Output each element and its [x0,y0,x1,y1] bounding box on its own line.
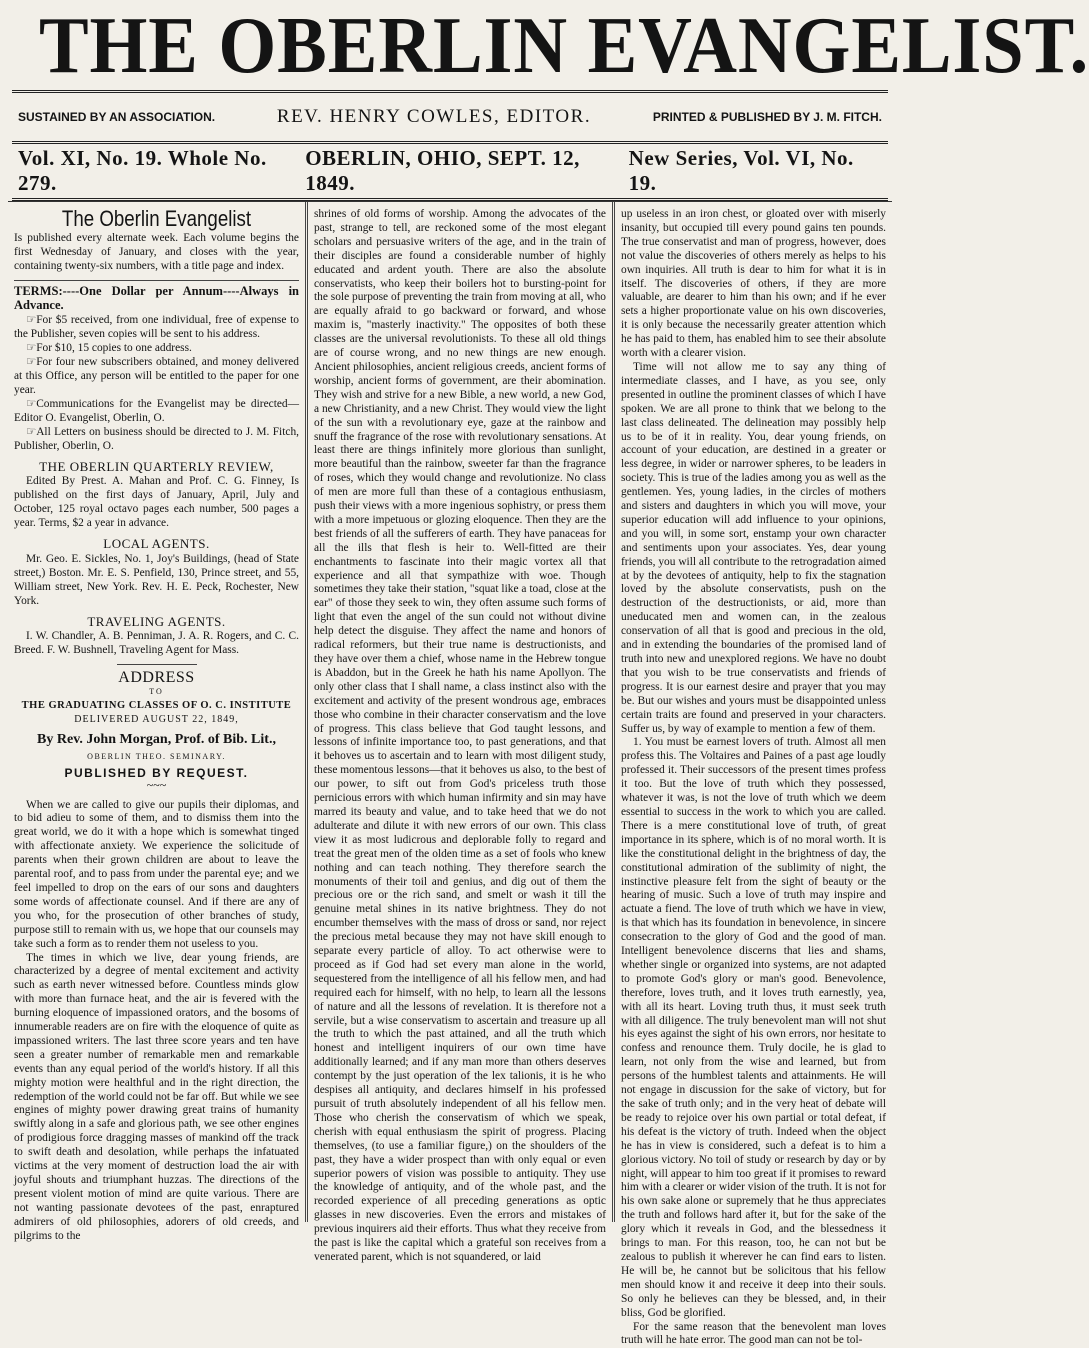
column-2 [308,202,612,1222]
address-author: By Rev. John Morgan, Prof. of Bib. Lit., [14,733,299,747]
article-paragraph: When we are called to give our pupils their diplomas, and to bid adieu to some of them, and to dismiss them into the great world, we do it with a hope which is somewhat tinged with affectionate anxiety. We experience the solicitude of parents when their grown children are about to leave the parental roof, and to pass from under the parental eye; and we feel impelled to drop on the ears of our sons and daughters some words of affectionate counsel. And if there are any of you who, for the prosecution of other branches of study, purpose still to remain with us, we hope that our counsels may take such a form as to render them not useless to you. [14,799,299,952]
section-divider [117,664,197,665]
address-graduating: THE GRADUATING CLASSES OF O. C. INSTITUTE [14,699,299,713]
traveling-agents-heading: TRAVELING AGENTS. [14,615,299,629]
terms-item: ☞For $5 received, from one individual, free of expense to the Publisher, seven copies will be sent to his address. [14,314,299,342]
column-3 [615,202,892,1222]
address-request: PUBLISHED BY REQUEST. [14,767,299,781]
subheader [8,93,892,141]
dateline-place-date: OBERLIN, OHIO, SEPT. 12, 1849. [305,146,628,196]
dateline-volume: Vol. XI, No. 19. Whole No. 279. [18,146,305,196]
terms-item: ☞For $10, 15 copies to one address. [14,342,299,356]
columns [8,201,892,1222]
article-paragraph: For the same reason that the benevolent man loves truth will he hate error. The good man can not be tol- [621,1321,886,1348]
article-paragraph: shrines of old forms of worship. Among the advocates of the past, strange to tell, are reckoned some of the most elegant scholars and persuasive writers of the age, and in the train of their disciples are found a considerable number of highly educated and ardent youth. There are also the absolute conservatists, who keep their boilers hot to bursting-point for the sole purpose of preventing the train from moving at all, who are equally afraid to go backward or forward, and whose maxim is, "masterly inactivity." The opposites of both these classes are the universal revolutionists. To these all old things are of course wrong, and no new things are new enough. Ancient philosophies, ancient religious creeds, ancient forms of worship, ancient forms of government, are their abomination. They wish and strive for a new Bible, a new world, a new God, a new Christianity, and a new Christ. They would view the light of the sun with a revolutionary eye, gaze at the rainbow and snuff the fragrance of the rose with revolutionary sensations. At least there are things infinitely more glorious than sunlight, more beautiful than the rainbow, sweeter far than the fragrance of roses, which they would change and revolutionize. No class of men are more full than these of a contagious enthusiasm, push their views with a more ingenious sophistry, or press them with a more impetuous or glozing eloquence. Then they are the best friends of all the sufferers of earth. They have panaceas for all the ills that flesh is heir to. Well-fitted are their enchantments to fascinate into their magic vortex all that experience and all that sympathize with woe. Though sometimes they take their station, "squat like a toad, close at the ear" of those they seek to win, they often assume such forms of light that even the angel of the sun could not without divine help detect the disguise. They affect the name and honors of radical reformers, but their true name is destructionists, and they have over them a chief, whose name in the Hebrew tongue is Abaddon, but in the Greek he hath his name Apollyon. The only other class that I shall name, a class instinct also with the excitement and activity of the present wondrous age, embraces those who combine in their character conservatism and the love of progress. This class believe that God taught lessons, and lessons of infinite importance too, to past generations, and that it behoves us to ascertain and to learn with most diligent study, these momentous lessons—that it behoves us also, to the best of our power, to sift out from God's priceless truth those pernicious errors with which human infirmity and sin may have marred its beauty and value, and to take heed that we do not adulterate and dilute it with new errors of our own. This class view it as most ludicrous and deplorable folly to regard and treat the great men of the olden time as a set of fools who knew nothing and can teach nothing. They therefore search the monuments of their toil and genius, and dig out of them the precious ore or the rich sand, and smelt or wash it till the genuine metal shines in its native brightness. They do not encumber themselves with the mass of dross or sand, nor reject the precious metal because they may not have skill enough to separate every particle of alloy. To act otherwise were to proceed as if God had set every man alone in the world, sequestered from the intelligence of all his fellow men, and had required each for himself, with no help, to learn all the lessons of nature and all the lessons of revelation. It is therefore not a servile, but a wise conservatism to ascertain and treasure up all the truth to which the past attained, and all the truth which honest and intelligent inquirers of our own time have additionally learned; and if any man more than others deserves contempt by the just operation of the lex talionis, it is he who despises all antiquity, and declares himself in his professed pursuit of truth absolutely independent of all his fellow men. Those who cherish the conservatism of which we speak, cherish with equal enthusiasm the spirit of progress. Placing themselves, (to use a familiar figure,) on the shoulders of the past, they have a wider prospect than with only equal or even superior powers of vision was possible to antiquity. They use the knowledge of antiquity, and of the whole past, and the recorded experience of all preceding generations as optic glasses in new discoveries. Even the errors and mistakes of previous inquirers aid their efforts. Thus what they receive from the past is like the capital which a grateful son receives from a venerated parent, which is not squandered, or laid [314,208,606,1265]
masthead-title: THE OBERLIN EVANGELIST. [39,2,861,90]
article-paragraph: The times in which we live, dear young friends, are characterized by a degree of mental excitement and activity such as earth never witnessed before. Countless minds glow with more than furnace heat, and the air is fevered with the burning eloquence of impassioned orators, and the bosoms of innumerable readers are on fire with the eloquence of quite as impassioned writers. The last three score years and ten have seen a greater number of remarkable men and remarkable events than any equal period of the world's history. If all this mighty motion were healthful and in the right direction, the redemption of the world could not be far off. But while we see engines of mighty power drawing great trains of humanity swiftly along in a safe and glorious path, we see other engines of prodigious force dragging masses of mankind off the track to swift death and desolation, while perhaps the infatuated victims at the very moment of destruction load the air with joyful shouts and triumphant huzzas. The directions of the present violent motion of mind are quite various. There are not wanting passionate devotees of the past, enraptured admirers of old philosophies, adorers of old creeds, and pilgrims to the [14,952,299,1244]
local-agents-heading: LOCAL AGENTS. [14,537,299,551]
quarterly-text: Edited By Prest. A. Mahan and Prof. C. G. Finney, Is published on the first days of January, April, July and October, 125 royal octavo pages each number, 500 pages a year. Terms, $2 a year in advance. [14,475,299,531]
dateline-series: New Series, Vol. VI, No. 19. [629,146,882,196]
masthead [8,0,892,90]
publication-intro: Is published every alternate week. Each volume begins the first Wednesday of January, and closes with the year, containing twenty-six numbers, with a title page and index. [14,232,299,274]
local-agents-text: Mr. Geo. E. Sickles, No. 1, Joy's Buildings, (head of State street,) Boston. Mr. E. S. Penfield, 130, Prince street, and 55, William street, New York. Rev. H. E. Peck, Rochester, New York. [14,553,299,609]
address-delivered: DELIVERED AUGUST 22, 1849, [14,713,299,727]
article-paragraph: 1. You must be earnest lovers of truth. Almost all men profess this. The Voltaires and Paines of a past age loudly professed it. Their successors of the present times profess it too. But the love of truth which they possessed, whatever it was, is not the love of truth which we deem essential to success in the work to which you are called. There is a mere constitutional love of truth, of great importance in its sphere, which is of no moral worth. It is like the constitutional delight in the brightness of day, the constitutional admiration of the sublimity of night, the instinctive pleasure felt from the sight of beauty or the hearing of music. Such a love of truth may inspire and actuate a fiend. The love of truth which we have in view, is that which has its foundation in benevolence, in sincere consecration to the glory of God and the good of man. Intelligent benevolence discerns that lies and shams, whether single or organized into systems, are not adapted to promote God's glory or man's good. Benevolence, therefore, loves truth, and it loves truth earnestly, yea, with all its heart. Loving truth thus, it must seek truth with all diligence. The truly benevolent man will not shut his eyes against the sight of his own errors, nor hesitate to confess and renounce them. Truly docile, he is glad to learn, not only from the wise and learned, but from persons of the humblest talents and attainments. He will not engage in discussion for the sake of victory, but for the sake of truth only; and in the very heat of debate will be ready to rejoice over his own partial or total defeat, if his defeat is the victory of truth. Indeed when the object he has in view is considered, such a defeat is to him a glorious victory. No toil of study or research by day or by night, will appear to him too great if it promises to reward him with a clearer or wider vision of the truth. It is not for his own sake alone or supremely that he thus appreciates the truth and follows hard after it, but for the sake of the glory which it reveals in God, and the blessedness it brings to man. For this reason, too, he can not but be zealous to publish it wherever he can find ears to listen. He will be, he cannot but be solicitous that his fellow men should know it and receive it deep into their souls. So only he believes can they be blessed, and, in their bliss, God be glorified. [621,736,886,1320]
subheader-editor: REV. HENRY COWLES, EDITOR. [277,106,591,128]
traveling-agents-text: I. W. Chandler, A. B. Penniman, J. A. R. Rogers, and C. C. Breed. F. W. Bushnell, Traveling Agent for Mass. [14,630,299,658]
terms-item: ☞For four new subscribers obtained, and money delivered at this Office, any person will be entitled to the paper for one year. [14,356,299,398]
article-paragraph: Time will not allow me to say any thing of intermediate classes, and I have, as you see, only presented in outline the prominent classes of which I have spoken. We are all prone to think that we belong to the last class delineated. The delineation may possibly help us to be of it in reality. You, dear young friends, on account of your education, are destined in a greater or less degree, in wider or narrower spheres, to be leaders in society. This is true of the ladies among you as well as the gentlemen. Yes, young ladies, in the circles of mothers and sisters and daughters in which you will move, your superior education will add influence to your opinions, and you will, in some sort, enstamp your own character and sentiments upon your associates. Yes, dear young friends, you will all contribute to the retrogradation aimed at by the devotees of antiquity, help to fix the stagnation loved by the absolute conservatists, push on the destruction of the destructionists, or aid, more than uneducated men and women can, in the zealous conservation of all that is good and precious in the old, and in extending the boundaries of the promised land of truth into new and unexplored regions. We have no doubt that you wish to be true conservatists and friends of progress. It is our earnest desire and prayer that you may be. But our wishes and yours must be disappointed unless certain traits are found and preserved in your characters. Suffer us, by way of example to mention a few of them. [621,361,886,736]
article-paragraph: up useless in an iron chest, or gloated over with miserly insanity, but occupied till every pound gains ten pounds. The true conservatist and man of progress, however, does not value the discoveries of others merely as helps to his own inquiries. All truth is dear to him for what it is in itself. The discoveries of others, if they are more valuable, are dearer to him than his own; and if he ever sets a higher proportionate value on his own discoveries, it is only because the necessarily greater attention which he has paid to them, has enabled him to see their absolute worth with a clearer vision. [621,208,886,361]
terms-item: ☞Communications for the Evangelist may be directed—Editor O. Evangelist, Oberlin, O. [14,398,299,426]
ornament: ~~~ [14,779,299,793]
terms-item: ☞All Letters on business should be directed to J. M. Fitch, Publisher, Oberlin, O. [14,426,299,454]
quarterly-heading: THE OBERLIN QUARTERLY REVIEW, [14,460,299,474]
terms-heading: TERMS:----One Dollar per Annum----Always in Advance. [14,280,299,313]
column-1 [8,202,305,1222]
subheader-left: SUSTAINED BY AN ASSOCIATION. [18,110,215,124]
subheader-right: PRINTED & PUBLISHED BY J. M. FITCH. [653,110,882,124]
publication-title: The Oberlin Evangelist [35,212,277,226]
address-to: TO [14,685,299,699]
address-title: ADDRESS [14,671,299,685]
address-seminary: OBERLIN THEO. SEMINARY. [14,750,299,764]
dateline [8,144,892,198]
